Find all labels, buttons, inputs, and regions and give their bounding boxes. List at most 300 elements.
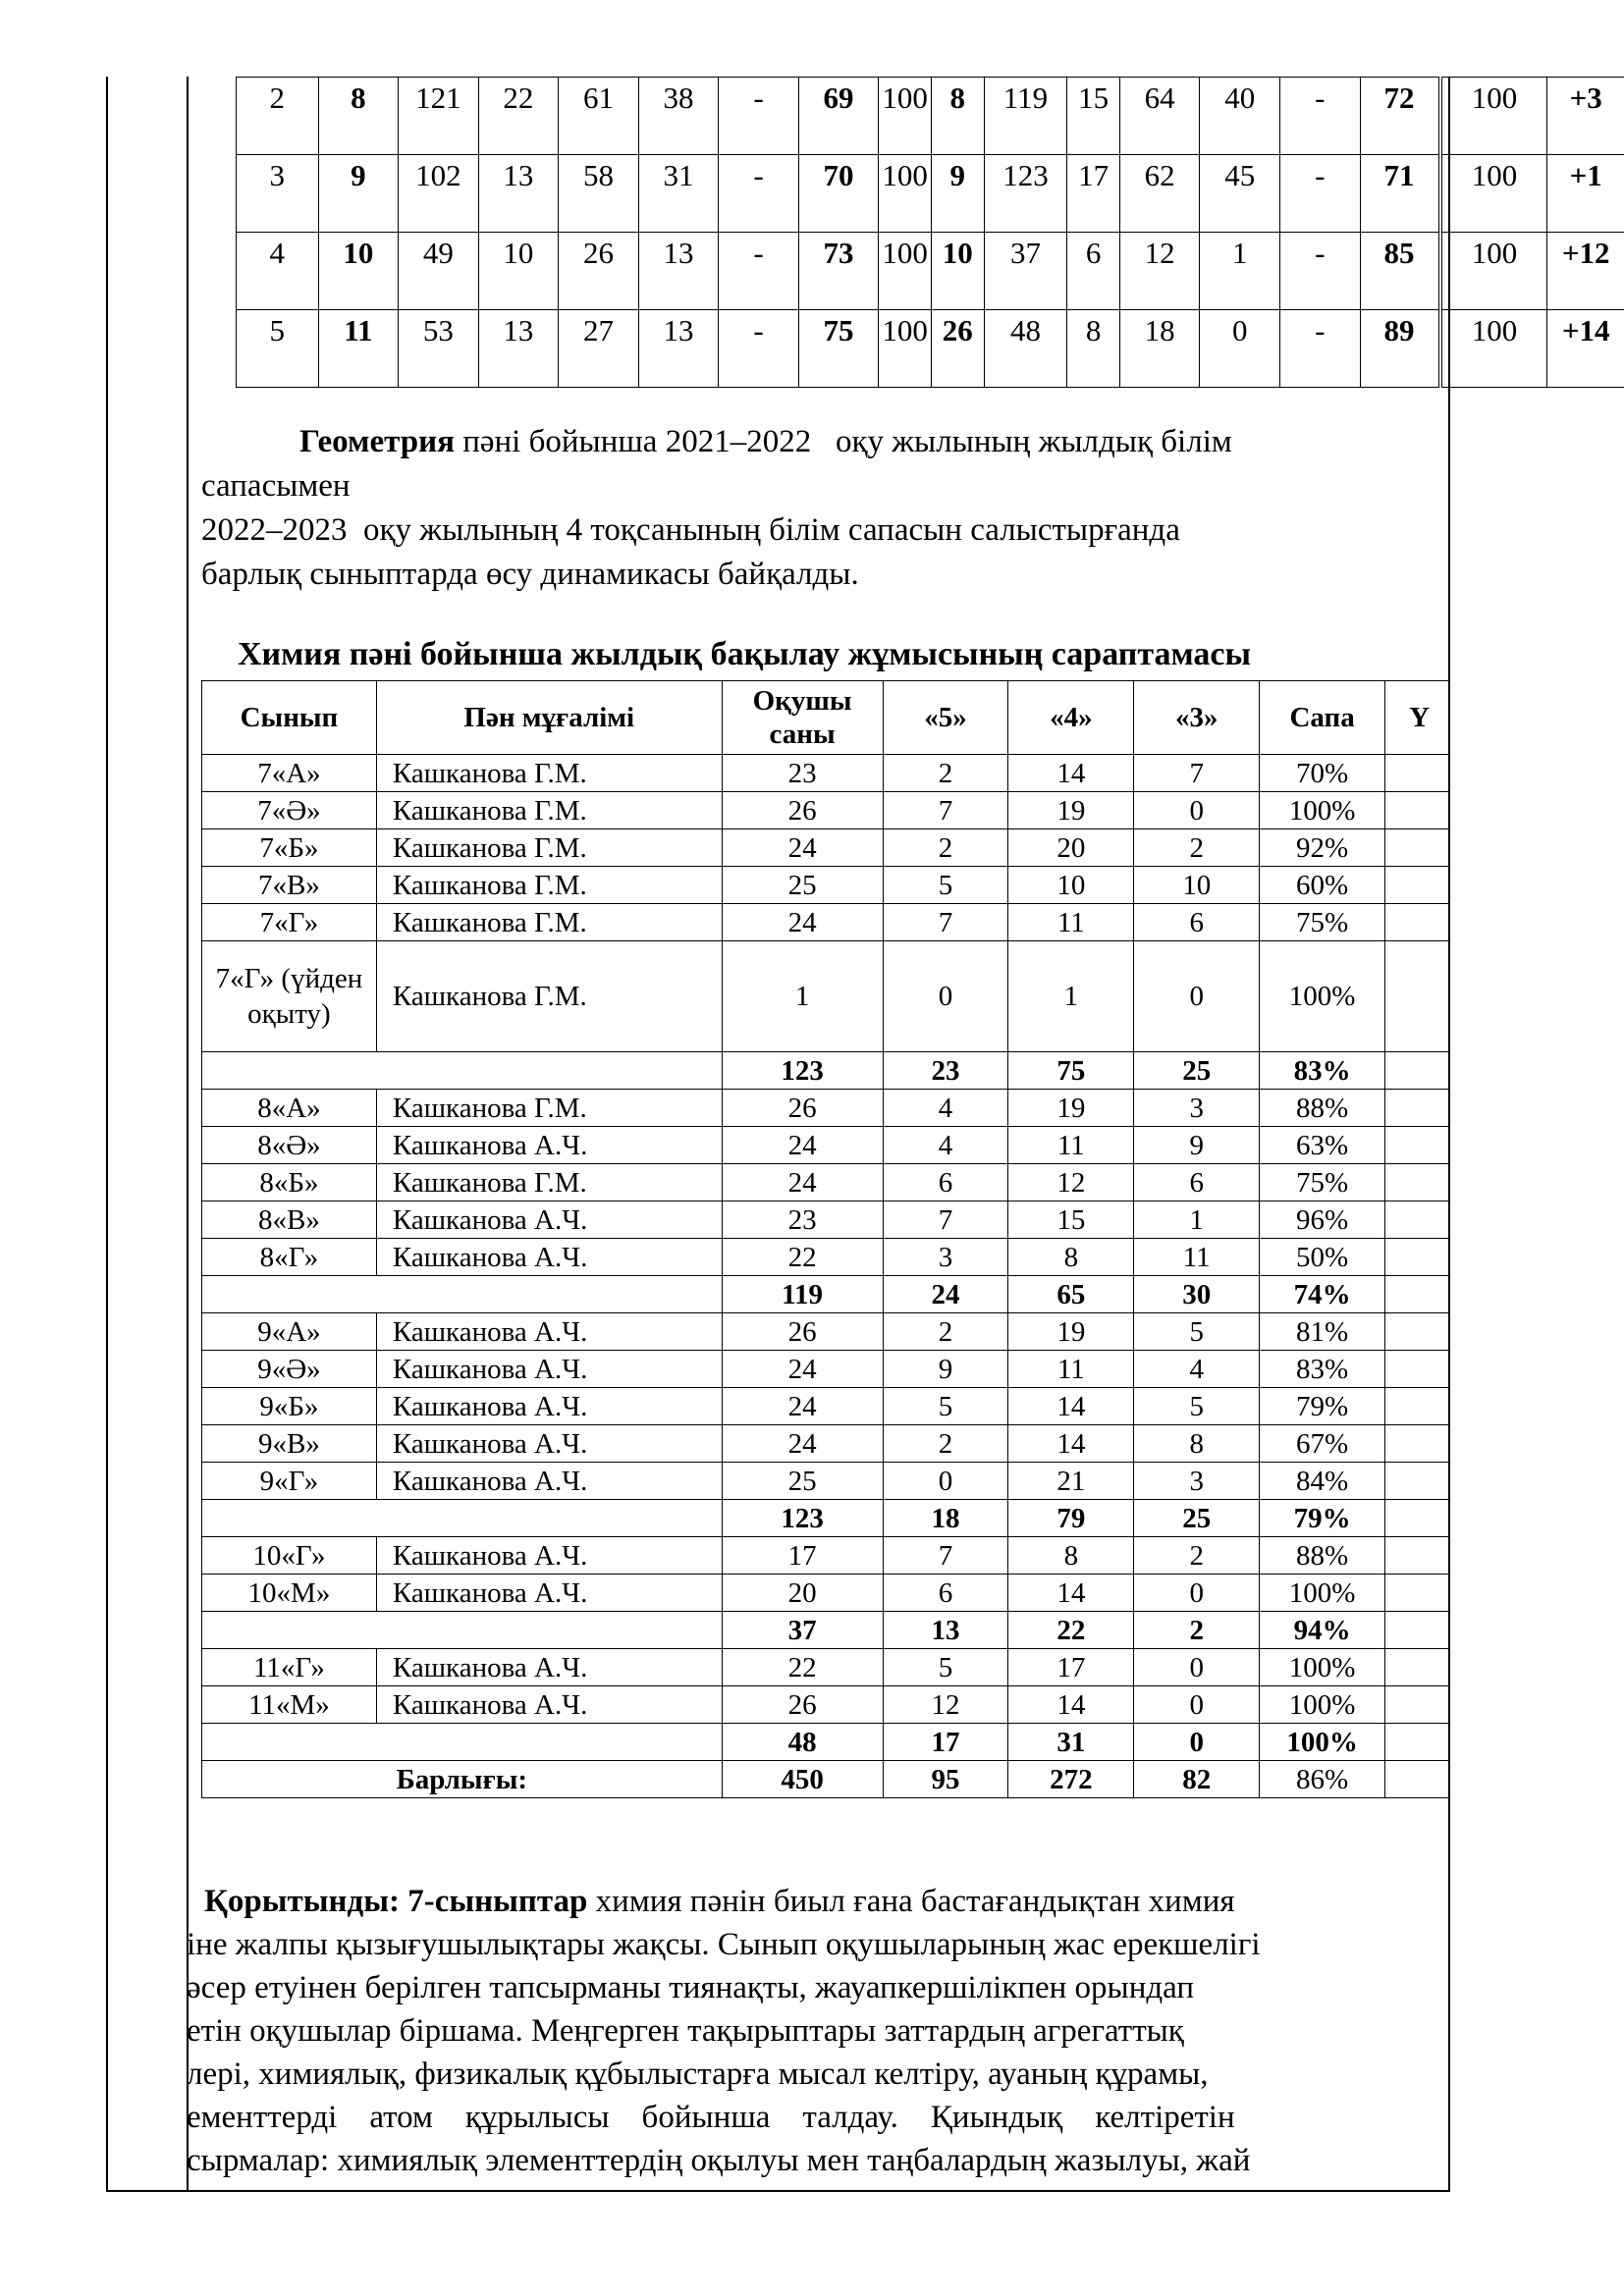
- cell-five: 7: [883, 1537, 1008, 1575]
- top-table-cell: 61: [559, 78, 639, 155]
- cell-five: 2: [883, 1313, 1008, 1351]
- cell-three: 9: [1134, 1127, 1260, 1164]
- progress-cell: [1385, 1239, 1448, 1276]
- cell-q: 60%: [1260, 867, 1385, 904]
- cell-five: 7: [883, 904, 1008, 941]
- chemistry-header-row: [202, 681, 1449, 755]
- teacher-name: Кашканова А.Ч.: [376, 1425, 722, 1463]
- top-table-cell: -: [719, 310, 799, 388]
- top-table-cell: 6: [1067, 233, 1120, 310]
- cell-n: 24: [722, 1164, 883, 1201]
- top-table-cell: 100: [879, 78, 932, 155]
- header-teacher: Пән мұғалімі: [376, 681, 722, 755]
- top-table-cell: 72: [1360, 78, 1440, 155]
- cell-three: 5: [1134, 1388, 1260, 1425]
- cell-five: 7: [883, 1201, 1008, 1239]
- class-row: [202, 829, 1449, 867]
- cell-three: 5: [1134, 1313, 1260, 1351]
- geometry-line1: пәні бойынша 2021–2022 оқу жылының жылдық білім: [454, 424, 1232, 459]
- cell-three: 3: [1134, 1463, 1260, 1500]
- class-name: 9«Ә»: [202, 1351, 377, 1388]
- class-row: [202, 941, 1449, 1052]
- cell-q: 100%: [1260, 792, 1385, 829]
- class-row: [202, 1575, 1449, 1612]
- cell-n: 20: [722, 1575, 883, 1612]
- grand-total-row: [202, 1761, 1449, 1798]
- geometry-paragraph: [201, 420, 1434, 597]
- cell-n: 24: [722, 1127, 883, 1164]
- class-row: [202, 1313, 1449, 1351]
- cell-three: 11: [1134, 1239, 1260, 1276]
- total-three: 82: [1134, 1761, 1260, 1798]
- class-name: 8«А»: [202, 1090, 377, 1127]
- class-name: 7«Г»: [202, 904, 377, 941]
- class-row: [202, 1351, 1449, 1388]
- cell-three: 0: [1134, 941, 1260, 1052]
- conclusion-line: әсер етуінен берілген тапсырманы тиянақты, жауапкершілікпен орындап: [187, 1970, 1195, 2005]
- progress-cell: [1385, 1724, 1448, 1761]
- top-table-cell: 4: [237, 233, 319, 310]
- teacher-name: Кашканова А.Ч.: [376, 1313, 722, 1351]
- subtotal-label: [202, 1276, 723, 1313]
- top-table-cell: 10: [318, 233, 399, 310]
- conclusion-line: іне жалпы қызығушылықтары жақсы. Сынып оқушыларының жас ерекшелігі: [187, 1927, 1261, 1962]
- subtotal-q: 100%: [1260, 1724, 1385, 1761]
- cell-five: 2: [883, 755, 1008, 792]
- cell-n: 24: [722, 1388, 883, 1425]
- chemistry-title: Химия пәні бойынша жылдық бақылау жұмысының сараптамасы: [238, 636, 1252, 672]
- top-table-cell: 10: [478, 233, 559, 310]
- progress-cell: [1385, 904, 1448, 941]
- cell-q: 50%: [1260, 1239, 1385, 1276]
- class-row: [202, 1537, 1449, 1575]
- class-name: 7«А»: [202, 755, 377, 792]
- cell-three: 10: [1134, 867, 1260, 904]
- subtotal-five: 23: [883, 1052, 1008, 1090]
- teacher-name: Кашканова Г.М.: [376, 829, 722, 867]
- top-table-cell: 100: [879, 233, 932, 310]
- cell-n: 26: [722, 1090, 883, 1127]
- cell-three: 6: [1134, 904, 1260, 941]
- cell-q: 83%: [1260, 1351, 1385, 1388]
- cell-n: 26: [722, 1313, 883, 1351]
- cell-three: 0: [1134, 1686, 1260, 1724]
- progress-cell: [1385, 1612, 1448, 1649]
- conclusion-line-text: химия пәнін биыл ғана бастағандықтан химия: [587, 1884, 1235, 1919]
- class-row: [202, 1686, 1449, 1724]
- cell-five: 12: [883, 1686, 1008, 1724]
- top-table-cell: -: [719, 78, 799, 155]
- subtotal-row: [202, 1500, 1449, 1537]
- cell-five: 4: [883, 1127, 1008, 1164]
- cell-n: 22: [722, 1649, 883, 1686]
- cell-five: 5: [883, 867, 1008, 904]
- cell-three: 2: [1134, 1537, 1260, 1575]
- conclusion-line: сырмалар: химиялық элементтердің оқылуы мен таңбалардың жазылуы, жай: [187, 2143, 1251, 2178]
- subtotal-three: 25: [1134, 1500, 1260, 1537]
- teacher-name: Кашканова А.Ч.: [376, 1649, 722, 1686]
- cell-four: 10: [1008, 867, 1134, 904]
- subtotal-label: [202, 1052, 723, 1090]
- cell-n: 24: [722, 1425, 883, 1463]
- class-row: [202, 904, 1449, 941]
- teacher-name: Кашканова А.Ч.: [376, 1351, 722, 1388]
- progress-cell: [1385, 941, 1448, 1052]
- top-table-cell: 100: [1440, 155, 1547, 233]
- cell-n: 26: [722, 1686, 883, 1724]
- top-table-cell: +12: [1547, 233, 1624, 310]
- top-table-cell: 3: [237, 155, 319, 233]
- cell-four: 19: [1008, 792, 1134, 829]
- page-border-right: [1448, 77, 1450, 2192]
- top-table-cell: 100: [879, 155, 932, 233]
- top-table-cell: -: [1279, 155, 1360, 233]
- cell-n: 23: [722, 1201, 883, 1239]
- cell-q: 84%: [1260, 1463, 1385, 1500]
- cell-q: 75%: [1260, 1164, 1385, 1201]
- top-table-cell: -: [719, 233, 799, 310]
- progress-cell: [1385, 1575, 1448, 1612]
- cell-q: 67%: [1260, 1425, 1385, 1463]
- teacher-name: Кашканова А.Ч.: [376, 1686, 722, 1724]
- cell-four: 11: [1008, 904, 1134, 941]
- progress-cell: [1385, 1425, 1448, 1463]
- top-table-cell: 45: [1200, 155, 1280, 233]
- cell-four: 14: [1008, 1388, 1134, 1425]
- subtotal-five: 13: [883, 1612, 1008, 1649]
- top-table-cell: 9: [318, 155, 399, 233]
- cell-four: 11: [1008, 1127, 1134, 1164]
- class-name: 7«Б»: [202, 829, 377, 867]
- top-table-cell: 17: [1067, 155, 1120, 233]
- top-table-cell: 10: [931, 233, 984, 310]
- top-table-cell: 40: [1200, 78, 1280, 155]
- progress-cell: [1385, 1761, 1448, 1798]
- cell-three: 3: [1134, 1090, 1260, 1127]
- header-students: Оқушы саны: [722, 681, 883, 755]
- cell-q: 88%: [1260, 1537, 1385, 1575]
- teacher-name: Кашканова А.Ч.: [376, 1239, 722, 1276]
- subtotal-q: 83%: [1260, 1052, 1385, 1090]
- class-row: [202, 1425, 1449, 1463]
- subtotal-four: 79: [1008, 1500, 1134, 1537]
- class-name: 9«Б»: [202, 1388, 377, 1425]
- cell-five: 0: [883, 1463, 1008, 1500]
- top-table-cell: 27: [559, 310, 639, 388]
- progress-cell: [1385, 1649, 1448, 1686]
- cell-four: 14: [1008, 1686, 1134, 1724]
- top-table-cell: 70: [798, 155, 879, 233]
- cell-three: 1: [1134, 1201, 1260, 1239]
- class-name: 7«Ә»: [202, 792, 377, 829]
- class-name: 8«В»: [202, 1201, 377, 1239]
- progress-cell: [1385, 1388, 1448, 1425]
- total-q: 86%: [1260, 1761, 1385, 1798]
- header-five: «5»: [883, 681, 1008, 755]
- top-table-cell: 26: [931, 310, 984, 388]
- cell-five: 2: [883, 1425, 1008, 1463]
- subtotal-n: 48: [722, 1724, 883, 1761]
- teacher-name: Кашканова Г.М.: [376, 904, 722, 941]
- top-table-cell: -: [719, 155, 799, 233]
- cell-q: 100%: [1260, 1575, 1385, 1612]
- conclusion-line: лері, химиялық, физикалық құбылыстарға мысал келтіру, ауаның құрамы,: [187, 2056, 1209, 2092]
- top-table-cell: -: [1279, 78, 1360, 155]
- cell-n: 25: [722, 867, 883, 904]
- class-row: [202, 1239, 1449, 1276]
- top-table-cell: 1: [1200, 233, 1280, 310]
- cell-four: 15: [1008, 1201, 1134, 1239]
- progress-cell: [1385, 1537, 1448, 1575]
- class-row: [202, 867, 1449, 904]
- cell-q: 96%: [1260, 1201, 1385, 1239]
- subtotal-n: 123: [722, 1500, 883, 1537]
- top-table-cell: 13: [478, 310, 559, 388]
- teacher-name: Кашканова А.Ч.: [376, 1537, 722, 1575]
- top-table-cell: 100: [1440, 310, 1547, 388]
- class-name: 10«Г»: [202, 1537, 377, 1575]
- cell-five: 6: [883, 1164, 1008, 1201]
- progress-cell: [1385, 1052, 1448, 1090]
- subtotal-label: [202, 1724, 723, 1761]
- top-table-cell: 69: [798, 78, 879, 155]
- class-name: 9«В»: [202, 1425, 377, 1463]
- cell-five: 5: [883, 1649, 1008, 1686]
- top-table-cell: 100: [1440, 78, 1547, 155]
- class-name: 8«Ә»: [202, 1127, 377, 1164]
- class-name: 11«М»: [202, 1686, 377, 1724]
- top-table-cell: 26: [559, 233, 639, 310]
- top-table-cell: 8: [1067, 310, 1120, 388]
- top-table-cell: 85: [1360, 233, 1440, 310]
- conclusion-lead: Қорытынды: 7-сыныптар: [204, 1884, 588, 1919]
- subtotal-row: [202, 1724, 1449, 1761]
- top-table-cell: 13: [638, 310, 719, 388]
- cell-three: 4: [1134, 1351, 1260, 1388]
- top-table-cell: 15: [1067, 78, 1120, 155]
- cell-n: 22: [722, 1239, 883, 1276]
- top-table-cell: 49: [399, 233, 479, 310]
- header-three: «3»: [1134, 681, 1260, 755]
- cell-five: 5: [883, 1388, 1008, 1425]
- cell-five: 7: [883, 792, 1008, 829]
- top-table-cell: 8: [931, 78, 984, 155]
- cell-q: 63%: [1260, 1127, 1385, 1164]
- subtotal-three: 25: [1134, 1052, 1260, 1090]
- progress-cell: [1385, 1313, 1448, 1351]
- top-table-cell: 89: [1360, 310, 1440, 388]
- progress-cell: [1385, 1164, 1448, 1201]
- top-table-cell: 64: [1119, 78, 1200, 155]
- cell-n: 17: [722, 1537, 883, 1575]
- subtotal-three: 2: [1134, 1612, 1260, 1649]
- cell-five: 6: [883, 1575, 1008, 1612]
- class-row: [202, 1090, 1449, 1127]
- class-row: [202, 755, 1449, 792]
- cell-three: 0: [1134, 1575, 1260, 1612]
- top-table-cell: 102: [399, 155, 479, 233]
- class-row: [202, 1388, 1449, 1425]
- top-table-cell: 0: [1200, 310, 1280, 388]
- cell-q: 75%: [1260, 904, 1385, 941]
- cell-three: 6: [1134, 1164, 1260, 1201]
- geometry-line2: сапасымен: [201, 468, 351, 504]
- top-table-cell: 2: [237, 78, 319, 155]
- header-class: Сынып: [202, 681, 377, 755]
- cell-five: 9: [883, 1351, 1008, 1388]
- cell-three: 0: [1134, 1649, 1260, 1686]
- top-table-cell: 73: [798, 233, 879, 310]
- class-row: [202, 1164, 1449, 1201]
- cell-q: 100%: [1260, 941, 1385, 1052]
- top-table-cell: 123: [984, 155, 1067, 233]
- progress-cell: [1385, 1351, 1448, 1388]
- teacher-name: Кашканова Г.М.: [376, 941, 722, 1052]
- header-four: «4»: [1008, 681, 1134, 755]
- teacher-name: Кашканова Г.М.: [376, 1164, 722, 1201]
- subtotal-three: 0: [1134, 1724, 1260, 1761]
- subtotal-row: [202, 1052, 1449, 1090]
- top-table-cell: 8: [318, 78, 399, 155]
- total-four: 272: [1008, 1761, 1134, 1798]
- subtotal-four: 22: [1008, 1612, 1134, 1649]
- cell-three: 8: [1134, 1425, 1260, 1463]
- cell-five: 3: [883, 1239, 1008, 1276]
- cell-n: 25: [722, 1463, 883, 1500]
- top-table-cell: +3: [1547, 78, 1624, 155]
- cell-four: 20: [1008, 829, 1134, 867]
- subtotal-row: [202, 1612, 1449, 1649]
- cell-n: 24: [722, 904, 883, 941]
- cell-four: 12: [1008, 1164, 1134, 1201]
- top-table-cell: 13: [638, 233, 719, 310]
- conclusion-line: [187, 1880, 1435, 1923]
- class-name: 9«Г»: [202, 1463, 377, 1500]
- top-table-cell: -: [1279, 233, 1360, 310]
- progress-cell: [1385, 1090, 1448, 1127]
- class-row: [202, 1463, 1449, 1500]
- subtotal-five: 17: [883, 1724, 1008, 1761]
- cell-q: 100%: [1260, 1686, 1385, 1724]
- top-table-cell: 71: [1360, 155, 1440, 233]
- cell-four: 19: [1008, 1090, 1134, 1127]
- class-name: 7«Г» (үйден оқыту): [202, 941, 377, 1052]
- cell-n: 26: [722, 792, 883, 829]
- progress-cell: [1385, 1127, 1448, 1164]
- total-n: 450: [722, 1761, 883, 1798]
- total-five: 95: [883, 1761, 1008, 1798]
- top-table-cell: 48: [984, 310, 1067, 388]
- teacher-name: Кашканова Г.М.: [376, 755, 722, 792]
- conclusion-line: ементтерді атом құрылысы бойынша талдау. Қиындық келтіретін: [187, 2100, 1235, 2135]
- cell-four: 21: [1008, 1463, 1134, 1500]
- cell-n: 24: [722, 1351, 883, 1388]
- teacher-name: Кашканова А.Ч.: [376, 1575, 722, 1612]
- top-table-cell: 18: [1119, 310, 1200, 388]
- class-row: [202, 1649, 1449, 1686]
- subtotal-four: 31: [1008, 1724, 1134, 1761]
- cell-five: 0: [883, 941, 1008, 1052]
- progress-cell: [1385, 755, 1448, 792]
- subtotal-n: 37: [722, 1612, 883, 1649]
- geometry-line3: 2022–2023 оқу жылының 4 тоқсанының білім сапасын салыстырғанда: [201, 512, 1180, 548]
- cell-n: 1: [722, 941, 883, 1052]
- teacher-name: Кашканова Г.М.: [376, 792, 722, 829]
- cell-three: 0: [1134, 792, 1260, 829]
- top-table-cell: 58: [559, 155, 639, 233]
- subtotal-label: [202, 1612, 723, 1649]
- subtotal-label: [202, 1500, 723, 1537]
- teacher-name: Кашканова А.Ч.: [376, 1388, 722, 1425]
- progress-cell: [1385, 867, 1448, 904]
- top-table-cell: 12: [1119, 233, 1200, 310]
- cell-five: 2: [883, 829, 1008, 867]
- top-table-cell: 100: [879, 310, 932, 388]
- cell-four: 17: [1008, 1649, 1134, 1686]
- top-table-cell: 37: [984, 233, 1067, 310]
- teacher-name: Кашканова А.Ч.: [376, 1127, 722, 1164]
- subtotal-n: 123: [722, 1052, 883, 1090]
- cell-five: 4: [883, 1090, 1008, 1127]
- top-table-cell: 38: [638, 78, 719, 155]
- class-name: 7«В»: [202, 867, 377, 904]
- cell-four: 11: [1008, 1351, 1134, 1388]
- geometry-line4: барлық сыныптарда өсу динамикасы байқалды.: [201, 557, 859, 592]
- subtotal-three: 30: [1134, 1276, 1260, 1313]
- cell-three: 7: [1134, 755, 1260, 792]
- class-name: 10«М»: [202, 1575, 377, 1612]
- cell-q: 100%: [1260, 1649, 1385, 1686]
- progress-cell: [1385, 1500, 1448, 1537]
- header-progress: Ү: [1385, 681, 1448, 755]
- cell-four: 14: [1008, 1575, 1134, 1612]
- class-row: [202, 1127, 1449, 1164]
- cell-q: 88%: [1260, 1090, 1385, 1127]
- progress-cell: [1385, 1276, 1448, 1313]
- top-table-cell: 119: [984, 78, 1067, 155]
- class-name: 8«Б»: [202, 1164, 377, 1201]
- header-quality: Сапа: [1260, 681, 1385, 755]
- subtotal-q: 94%: [1260, 1612, 1385, 1649]
- subtotal-five: 24: [883, 1276, 1008, 1313]
- progress-cell: [1385, 1686, 1448, 1724]
- subtotal-four: 65: [1008, 1276, 1134, 1313]
- class-row: [202, 1201, 1449, 1239]
- cell-q: 92%: [1260, 829, 1385, 867]
- progress-cell: [1385, 1463, 1448, 1500]
- top-table-cell: 5: [237, 310, 319, 388]
- conclusion-line: етін оқушылар біршама. Меңгерген тақырыптары заттардың агрегаттық: [187, 2013, 1184, 2049]
- class-name: 11«Г»: [202, 1649, 377, 1686]
- cell-four: 19: [1008, 1313, 1134, 1351]
- cell-four: 14: [1008, 1425, 1134, 1463]
- subtotal-five: 18: [883, 1500, 1008, 1537]
- teacher-name: Кашканова А.Ч.: [376, 1463, 722, 1500]
- top-table-cell: 9: [931, 155, 984, 233]
- progress-cell: [1385, 1201, 1448, 1239]
- cell-four: 8: [1008, 1239, 1134, 1276]
- geometry-bold: Геометрия: [299, 424, 455, 459]
- top-table-cell: +14: [1547, 310, 1624, 388]
- conclusion-paragraph: [187, 1880, 1435, 2194]
- top-table-cell: 53: [399, 310, 479, 388]
- teacher-name: Кашканова Г.М.: [376, 867, 722, 904]
- top-table-cell: 31: [638, 155, 719, 233]
- grand-total-label: Барлығы:: [202, 1761, 723, 1798]
- cell-four: 8: [1008, 1537, 1134, 1575]
- cell-four: 1: [1008, 941, 1134, 1052]
- teacher-name: Кашканова Г.М.: [376, 1090, 722, 1127]
